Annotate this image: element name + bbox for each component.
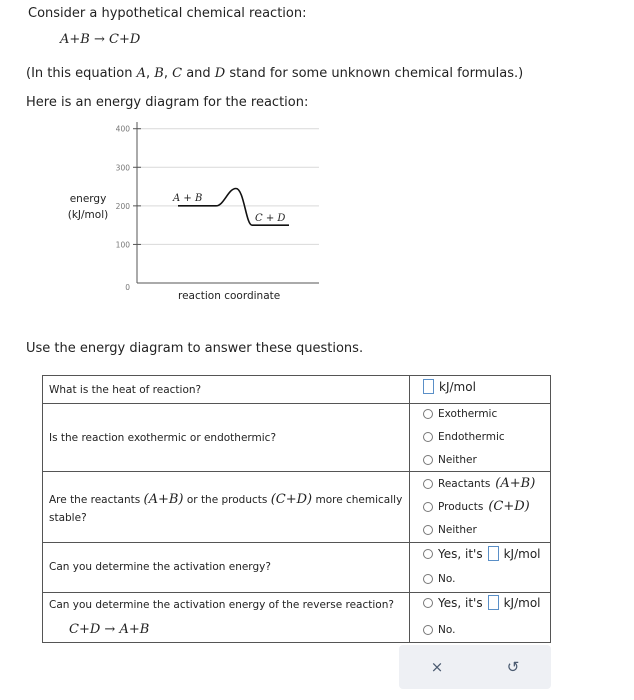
y-tick-label: 400 bbox=[115, 124, 130, 134]
heat-input[interactable] bbox=[423, 379, 434, 394]
action-bar bbox=[399, 645, 551, 689]
activation-option-yes[interactable]: Yes, it's kJ/mol bbox=[423, 546, 541, 561]
exo-question: Is the reaction exothermic or endothermic? bbox=[49, 432, 277, 444]
questions-intro: Use the energy diagram to answer these questions. bbox=[26, 341, 364, 356]
exo-option-endothermic[interactable]: Endothermic bbox=[423, 431, 505, 443]
arrow-icon: → bbox=[93, 32, 105, 47]
reverse-equation: C+D → A+B bbox=[69, 622, 150, 637]
question-table bbox=[42, 375, 551, 643]
stable-option-reactants[interactable]: Reactants (A+B) bbox=[423, 476, 535, 491]
y-tick-label: 300 bbox=[115, 163, 130, 173]
y-tick-label: 0 bbox=[125, 283, 130, 292]
heat-answer bbox=[423, 379, 476, 394]
equation-lhs: A+B bbox=[60, 32, 90, 47]
radio-icon[interactable] bbox=[423, 625, 433, 635]
radio-icon[interactable] bbox=[423, 432, 433, 442]
radio-icon[interactable] bbox=[423, 479, 433, 489]
products-label: C + D bbox=[255, 213, 286, 225]
y-tick-label: 100 bbox=[115, 240, 130, 250]
reverse-question: Can you determine the activation energy of the reverse reaction? bbox=[49, 599, 394, 611]
row-divider bbox=[43, 542, 550, 543]
radio-icon[interactable] bbox=[423, 598, 433, 608]
activation-option-no[interactable]: No. bbox=[423, 573, 455, 585]
heat-question: What is the heat of reaction? bbox=[49, 384, 202, 396]
row-divider bbox=[43, 471, 550, 472]
clear-button[interactable]: × bbox=[430, 658, 444, 676]
stable-question-line2: stable? bbox=[49, 512, 87, 524]
column-divider bbox=[409, 376, 410, 642]
intro-text: Consider a hypothetical chemical reaction: bbox=[28, 6, 307, 21]
stable-option-neither[interactable]: Neither bbox=[423, 524, 477, 536]
stable-option-products[interactable]: Products (C+D) bbox=[423, 499, 530, 514]
row-divider bbox=[43, 592, 550, 593]
energy-diagram bbox=[0, 0, 634, 320]
reactants-label: A + B bbox=[173, 192, 203, 204]
row-divider bbox=[43, 403, 550, 404]
radio-icon[interactable] bbox=[423, 455, 433, 465]
chart-grid bbox=[137, 129, 319, 245]
note-text: (In this equation A, B, C and D stand for some unknown chemical formulas.) bbox=[26, 66, 524, 81]
reverse-input[interactable] bbox=[488, 595, 499, 610]
radio-icon[interactable] bbox=[423, 549, 433, 559]
reverse-option-no[interactable]: No. bbox=[423, 624, 455, 636]
arrow-icon: → bbox=[104, 622, 116, 637]
stable-question: Are the reactants (A+B) or the products (C+D) more chemically bbox=[49, 492, 403, 507]
y-tick-label: 200 bbox=[115, 201, 130, 211]
activation-question: Can you determine the activation energy? bbox=[49, 561, 271, 573]
radio-icon[interactable] bbox=[423, 409, 433, 419]
equation-rhs: C+D bbox=[109, 32, 141, 47]
x-axis-label: reaction coordinate bbox=[178, 290, 281, 302]
diagram-intro: Here is an energy diagram for the reaction: bbox=[26, 95, 309, 110]
exo-option-exothermic[interactable]: Exothermic bbox=[423, 408, 497, 420]
y-axis-label: energy (kJ/mol) bbox=[67, 193, 109, 221]
heat-unit: kJ/mol bbox=[439, 379, 476, 394]
reverse-option-yes[interactable]: Yes, it's kJ/mol bbox=[423, 595, 541, 610]
radio-icon[interactable] bbox=[423, 574, 433, 584]
radio-icon[interactable] bbox=[423, 502, 433, 512]
activation-input[interactable] bbox=[488, 546, 499, 561]
undo-button[interactable]: ↺ bbox=[506, 658, 520, 676]
exo-option-neither[interactable]: Neither bbox=[423, 454, 477, 466]
radio-icon[interactable] bbox=[423, 525, 433, 535]
